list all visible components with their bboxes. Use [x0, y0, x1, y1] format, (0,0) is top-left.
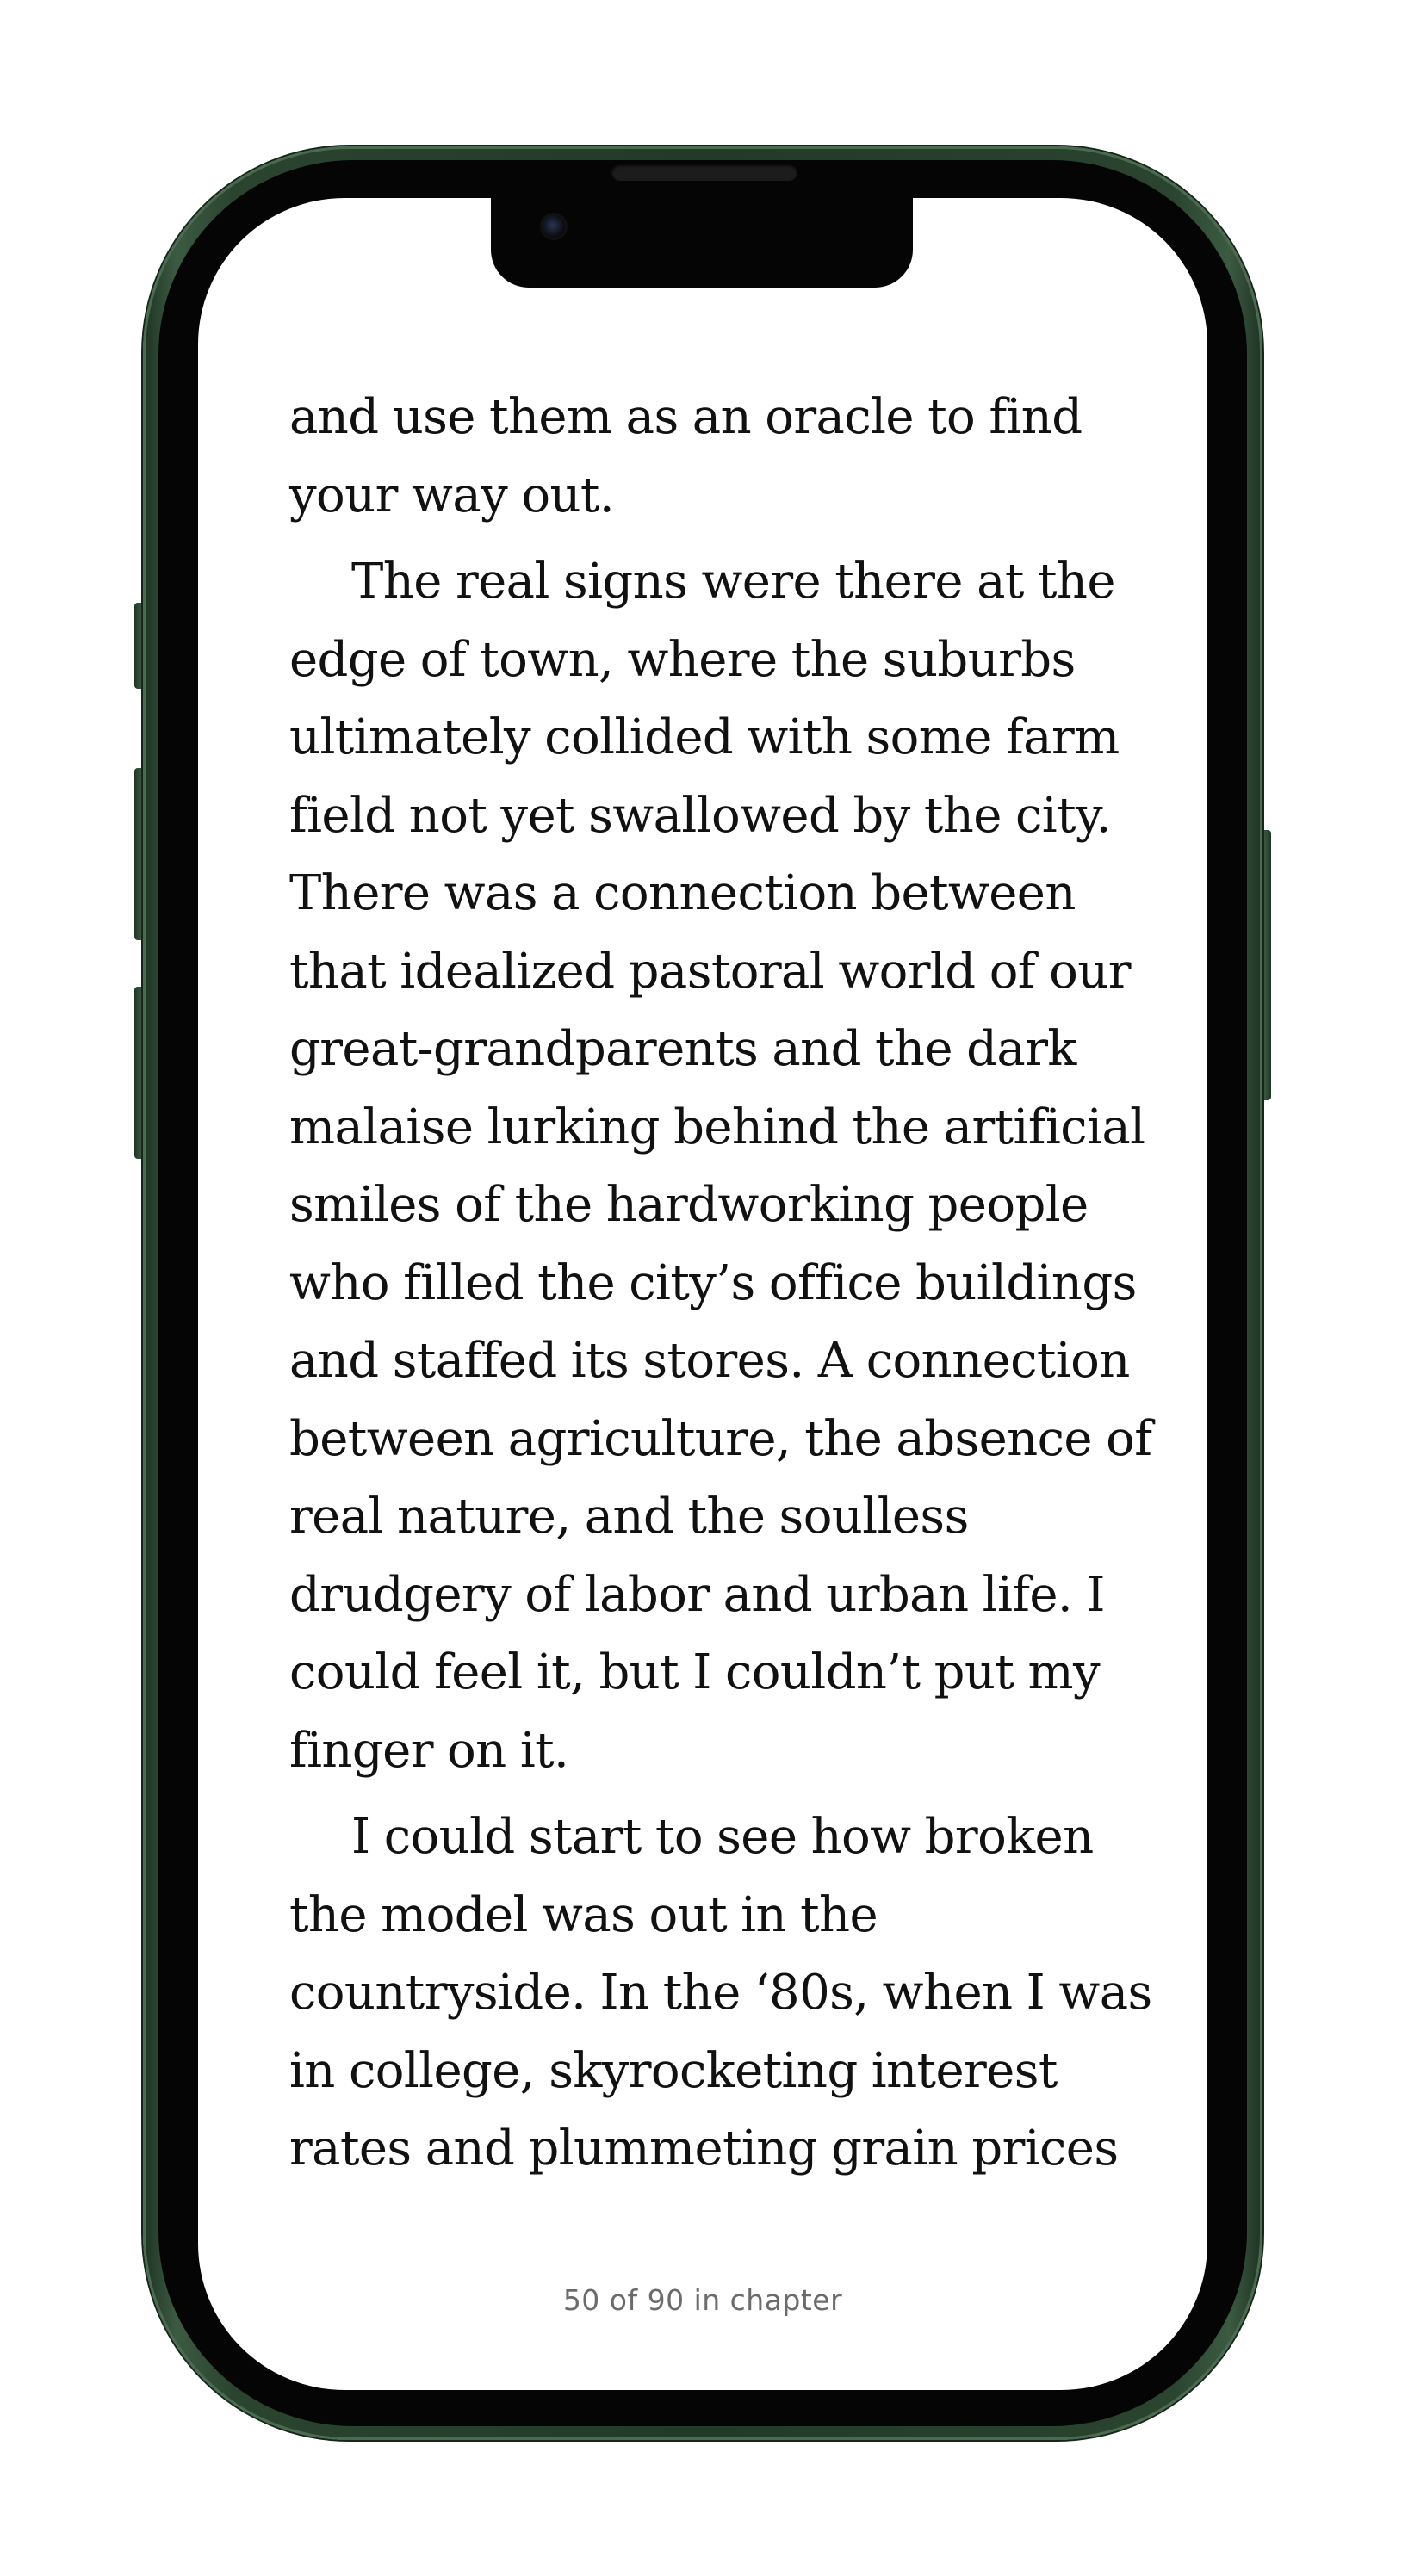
text-line: smiles of the hardworking people	[289, 1177, 1089, 1233]
text-line: and staffed its stores. A connection	[289, 1333, 1130, 1389]
text-line: great-grandparents and the dark	[289, 1021, 1076, 1077]
text-line: drudgery of labor and urban life. I	[289, 1566, 1105, 1623]
text-line: who filled the city’s office buildings	[289, 1254, 1137, 1311]
book-text	[289, 379, 1152, 2189]
text-line: real nature, and the soulless	[289, 1489, 969, 1545]
text-line: that idealized pastoral world of our	[289, 943, 1131, 1000]
text-line: your way out.	[289, 467, 615, 523]
text-line: between agriculture, the absence of	[289, 1410, 1152, 1467]
text-line: rates and plummeting grain prices	[289, 2121, 1119, 2177]
text-line: in college, skyrocketing interest	[289, 2042, 1058, 2099]
text-line: countryside. In the ‘80s, when I was	[289, 1965, 1152, 2021]
text-line: edge of town, where the suburbs	[289, 631, 1076, 688]
text-line: and use them as an oracle to find	[289, 389, 1083, 445]
text-line: could feel it, but I couldn’t put my	[289, 1644, 1101, 1700]
text-line: finger on it.	[289, 1722, 569, 1779]
earpiece-speaker	[611, 164, 797, 181]
camera-notch	[491, 191, 913, 288]
text-line: field not yet swallowed by the city.	[289, 787, 1111, 844]
text-line: the model was out in the	[289, 1886, 878, 1943]
page-progress-indicator: 50 of 90 in chapter	[562, 2283, 843, 2317]
text-line: There was a connection between	[289, 865, 1076, 921]
paragraph-first-line: The real signs were there at the	[351, 554, 1115, 610]
paragraph-first-line: I could start to see how broken	[351, 1809, 1094, 1865]
text-line: malaise lurking behind the artificial	[289, 1099, 1145, 1155]
text-line: ultimately collided with some farm	[289, 709, 1120, 765]
front-camera-icon	[543, 215, 565, 238]
